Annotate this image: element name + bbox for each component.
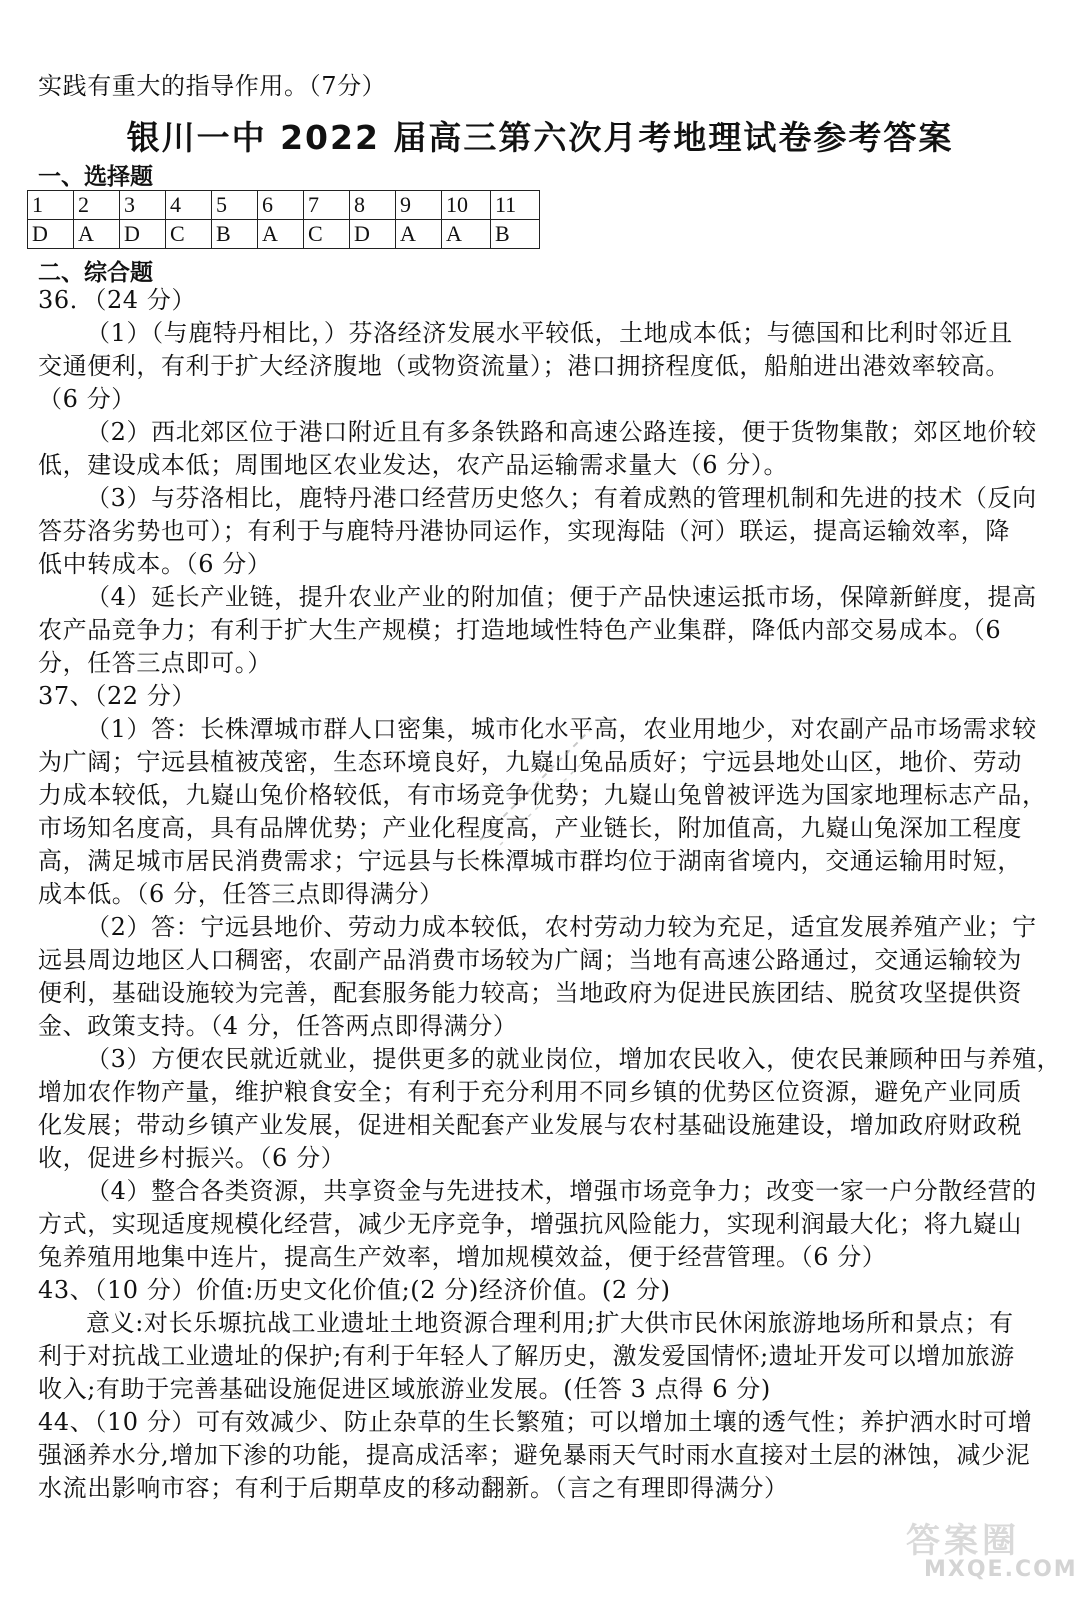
q37-header: 37、（22 分）: [38, 682, 197, 710]
q37-line: 化发展；带动乡镇产业发展，促进相关配套产业发展与农村基础设施建设，增加政府财政税: [38, 1111, 1022, 1139]
q36-line: 答芬洛劣势也可）；有利于与鹿特丹港协同运作，实现海陆（河）联运，提高运输效率，降: [38, 517, 1010, 545]
answer-cell: C: [304, 220, 350, 249]
q36-line: （3）与芬洛相比，鹿特丹港口经营历史悠久；有着成熟的管理机制和先进的技术（反向: [86, 484, 1037, 512]
answer-cell: A: [74, 220, 120, 249]
question-number: 7: [304, 191, 350, 220]
q37-line: 成本低。（6 分，任答三点即得满分）: [38, 880, 444, 908]
q43-line: 利于对抗战工业遗址的保护;有利于年轻人了解历史，激发爱国情怀;遗址开发可以增加旅游: [38, 1342, 1015, 1370]
answer-cell: C: [166, 220, 212, 249]
q36-line: （1）（与鹿特丹相比，）芬洛经济发展水平较低，土地成本低；与德国和比利时邻近且: [86, 319, 1013, 347]
q37-line: 兔养殖用地集中连片，提高生产效率，增加规模效益，便于经营管理。（6 分）: [38, 1243, 887, 1271]
question-number: 1: [28, 191, 74, 220]
answer-cell: B: [491, 220, 540, 249]
question-number: 5: [212, 191, 258, 220]
q43-header: 43、（10 分）价值:历史文化价值;(2 分)经济价值。(2 分): [38, 1276, 671, 1304]
watermark-logo-bottom: MXQE.COM: [924, 1557, 1078, 1582]
intro-line: 实践有重大的指导作用。（7分）: [38, 72, 387, 100]
q37-line: （3）方便农民就近就业，提供更多的就业岗位，增加农民收入，使农民兼顾种田与养殖，: [86, 1045, 1062, 1073]
q37-line: 收，促进乡村振兴。（6 分）: [38, 1144, 346, 1172]
q43-line: 意义:对长乐塬抗战工业遗址土地资源合理利用;扩大供市民休闲旅游地场所和景点；有: [86, 1309, 1014, 1337]
question-number: 3: [120, 191, 166, 220]
q44-line: 水流出影响市容；有利于后期草皮的移动翻新。（言之有理即得满分）: [38, 1474, 789, 1502]
answer-cell: A: [258, 220, 304, 249]
answer-cell: D: [120, 220, 166, 249]
q36-line: 交通便利，有利于扩大经济腹地（或物资流量）；港口拥挤程度低，船舶进出港效率较高。: [38, 352, 1010, 380]
q37-line: 市场知名度高，具有品牌优势；产业化程度高，产业链长，附加值高，九嶷山兔深加工程度: [38, 814, 1022, 842]
answer-table: [27, 190, 540, 249]
answer-cell: A: [442, 220, 491, 249]
watermark-logo-top: 答案圈: [906, 1521, 1020, 1561]
q37-line: （1）答：长株潭城市群人口密集，城市化水平高，农业用地少，对农副产品市场需求较: [86, 715, 1037, 743]
answer-cell: D: [350, 220, 396, 249]
q37-line: 便利，基础设施较为完善，配套服务能力较高；当地政府为促进民族团结、脱贫攻坚提供资: [38, 979, 1022, 1007]
q37-line: 为广阔；宁远县植被茂密，生态环境良好，九嶷山兔品质好；宁远县地处山区，地价、劳动: [38, 748, 1022, 776]
answer-cell: D: [28, 220, 74, 249]
q37-line: 增加农作物产量，维护粮食安全；有利于充分利用不同乡镇的优势区位资源，避免产业同质: [38, 1078, 1022, 1106]
question-number: 11: [491, 191, 540, 220]
q36-line: （2）西北郊区位于港口附近且有多条铁路和高速公路连接，便于货物集散；郊区地价较: [86, 418, 1037, 446]
q37-line: 高，满足城市居民消费需求；宁远县与长株潭城市群均位于湖南省境内，交通运输用时短，: [38, 847, 1022, 875]
q36-line: 低中转成本。（6 分）: [38, 550, 272, 578]
page-title: 银川一中 2022 届高三第六次月考地理试卷参考答案: [126, 118, 954, 157]
q37-line: 力成本较低，九嶷山兔价格较低，有市场竞争优势；九嶷山兔曾被评选为国家地理标志产品，: [38, 781, 1047, 809]
q37-line: （4）整合各类资源，共享资金与先进技术，增强市场竞争力；改变一家一户分散经营的: [86, 1177, 1037, 1205]
q36-line: 低，建设成本低；周围地区农业发达，农产品运输需求量大（6 分）。: [38, 451, 789, 479]
q37-line: 金、政策支持。（4 分，任答两点即得满分）: [38, 1012, 518, 1040]
q37-line: 方式，实现适度规模化经营，减少无序竞争，增强抗风险能力，实现利润最大化；将九嶷山: [38, 1210, 1022, 1238]
q36-line: 农产品竞争力；有利于扩大生产规模；打造地域性特色产业集群，降低内部交易成本。（6: [38, 616, 1002, 644]
q36-line: 分，任答三点即可。）: [38, 649, 272, 677]
question-number: 8: [350, 191, 396, 220]
watermark-logo: [896, 1513, 1078, 1591]
q43-line: 收入;有助于完善基础设施促进区域旅游业发展。(任答 3 点得 6 分): [38, 1375, 771, 1403]
q36-header: 36．（24 分）: [38, 286, 197, 314]
answer-table-number-row: [28, 191, 540, 220]
q37-line: （2）答：宁远县地价、劳动力成本较低，农村劳动力较为充足，适宜发展养殖产业；宁: [86, 913, 1037, 941]
answer-table-answer-row: [28, 220, 540, 249]
q44-line: 强涵养水分,增加下渗的功能，提高成活率；避免暴雨天气时雨水直接对土层的淋蚀，减少泥: [38, 1441, 1031, 1469]
faint-stamp-mark: [470, 720, 600, 850]
question-number: 6: [258, 191, 304, 220]
question-number: 9: [396, 191, 442, 220]
section-comprehensive-heading: 二、综合题: [38, 260, 153, 286]
q37-line: 远县周边地区人口稠密，农副产品消费市场较为广阔；当地有高速公路通过，交通运输较为: [38, 946, 1022, 974]
question-number: 4: [166, 191, 212, 220]
q36-line: （4）延长产业链，提升农业产业的附加值；便于产品快速运抵市场，保障新鲜度，提高: [86, 583, 1037, 611]
question-number: 2: [74, 191, 120, 220]
q44-line: 44、（10 分）可有效减少、防止杂草的生长繁殖；可以增加土壤的透气性；养护洒水时可增: [38, 1408, 1033, 1436]
section-choice-heading: 一、选择题: [38, 164, 153, 190]
question-number: 10: [442, 191, 491, 220]
q36-line: （6 分）: [38, 385, 136, 413]
answer-cell: B: [212, 220, 258, 249]
answer-cell: A: [396, 220, 442, 249]
